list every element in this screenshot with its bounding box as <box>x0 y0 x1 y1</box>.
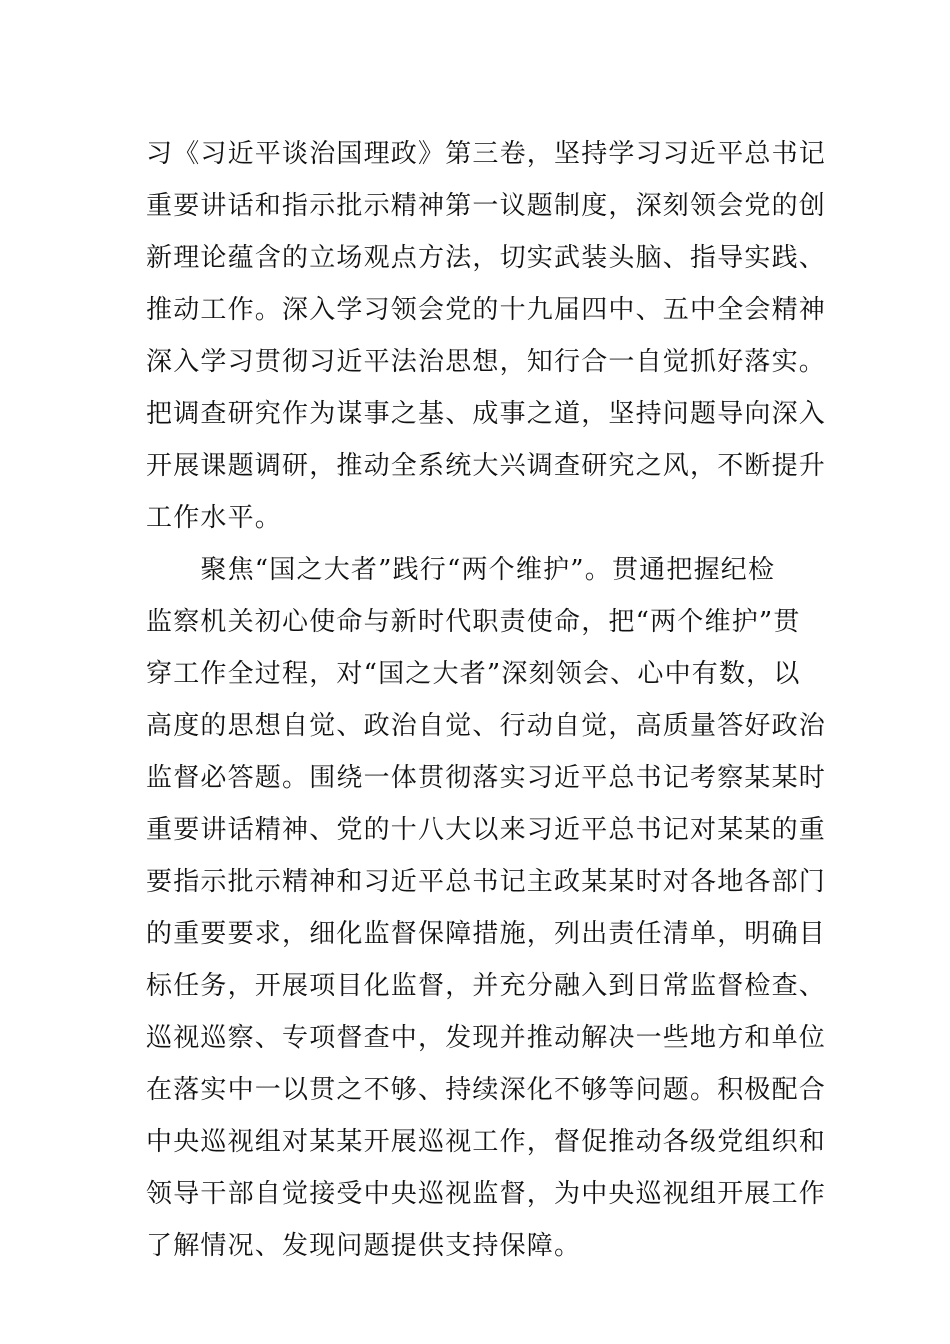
paragraph-line: 标任务，开展项目化监督，并充分融入到日常监督检查、 <box>146 971 827 1001</box>
paragraph-line: 巡视巡察、专项督查中，发现并推动解决一些地方和单位 <box>146 1023 827 1053</box>
paragraph-line: 重要讲话和指示批示精神第一议题制度，深刻领会党的创 <box>146 191 827 221</box>
paragraph-line: 领导干部自觉接受中央巡视监督，为中央巡视组开展工作 <box>146 1179 827 1209</box>
paragraph-line: 开展课题调研，推动全系统大兴调查研究之风，不断提升 <box>146 451 827 481</box>
paragraph-line: 监察机关初心使命与新时代职责使命，把“两个维护”贯 <box>146 607 801 637</box>
paragraph-line: 重要讲话精神、党的十八大以来习近平总书记对某某的重 <box>146 815 827 845</box>
paragraph-line: 深入学习贯彻习近平法治思想，知行合一自觉抓好落实。 <box>146 347 827 377</box>
paragraph-line: 要指示批示精神和习近平总书记主政某某时对各地各部门 <box>146 867 827 897</box>
paragraph-line: 把调查研究作为谋事之基、成事之道，坚持问题导向深入 <box>146 399 827 429</box>
paragraph-line: 聚焦“国之大者”践行“两个维护”。贯通把握纪检 <box>146 555 776 585</box>
paragraph-2 <box>146 544 827 1272</box>
paragraph-line: 习《习近平谈治国理政》第三卷，坚持学习习近平总书记 <box>146 139 827 169</box>
paragraph-line: 穿工作全过程，对“国之大者”深刻领会、心中有数，以 <box>146 659 801 689</box>
paragraph-1 <box>146 128 827 544</box>
paragraph-line: 中央巡视组对某某开展巡视工作，督促推动各级党组织和 <box>146 1127 827 1157</box>
paragraph-line: 的重要要求，细化监督保障措施，列出责任清单，明确目 <box>146 919 827 949</box>
paragraph-line: 新理论蕴含的立场观点方法，切实武装头脑、指导实践、 <box>146 243 827 273</box>
paragraph-line: 工作水平。 <box>146 503 283 533</box>
paragraph-line: 高度的思想自觉、政治自觉、行动自觉，高质量答好政治 <box>146 711 827 741</box>
paragraph-line: 推动工作。深入学习领会党的十九届四中、五中全会精神 <box>146 295 827 325</box>
paragraph-line: 监督必答题。围绕一体贯彻落实习近平总书记考察某某时 <box>146 763 827 793</box>
paragraph-line: 了解情况、发现问题提供支持保障。 <box>146 1231 582 1261</box>
paragraph-line: 在落实中一以贯之不够、持续深化不够等问题。积极配合 <box>146 1075 827 1105</box>
